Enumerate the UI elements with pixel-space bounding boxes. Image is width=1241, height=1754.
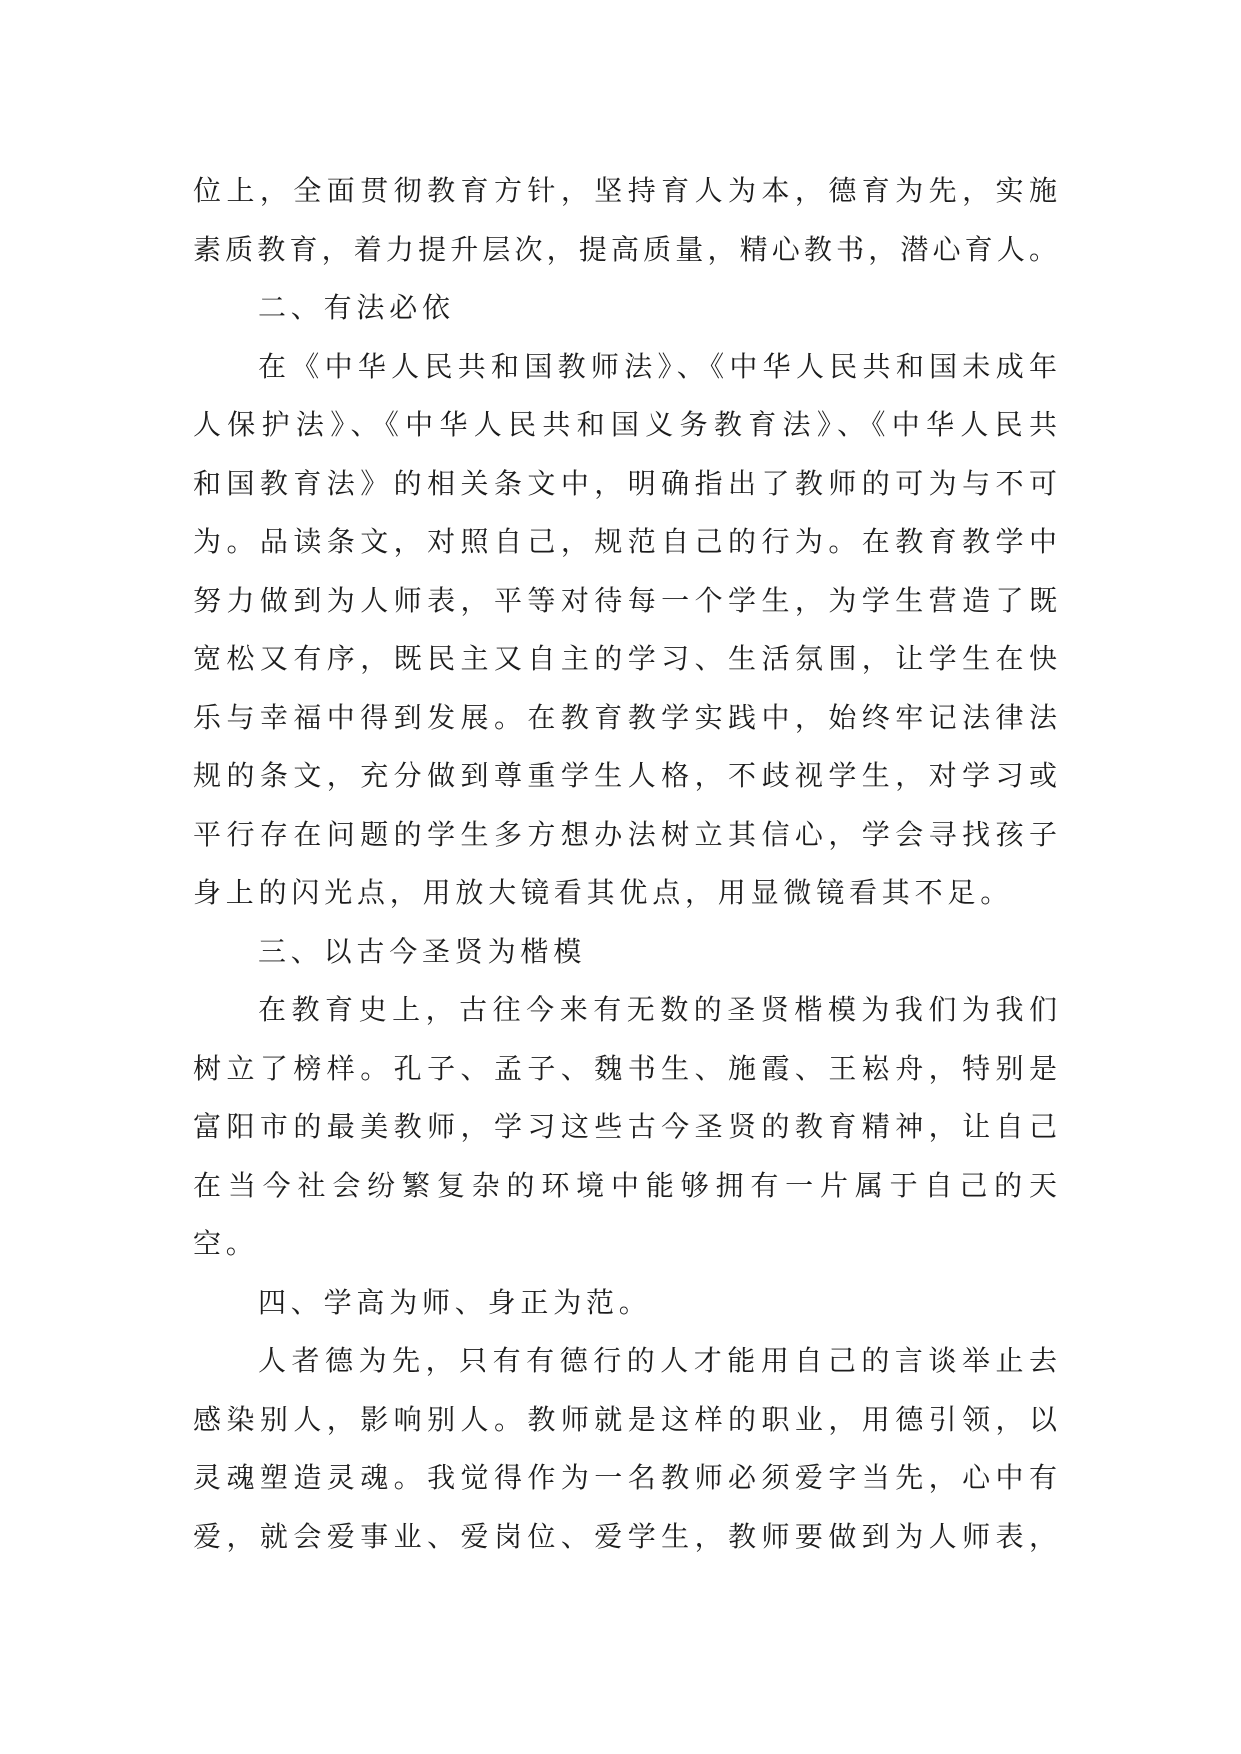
text-line: 树立了榜样。孔子、孟子、魏书生、施霞、王崧舟，特别是 bbox=[193, 1051, 1057, 1085]
paragraph bbox=[193, 981, 1057, 1274]
text-line: 灵魂塑造灵魂。我觉得作为一名教师必须爱字当先，心中有 bbox=[193, 1461, 1057, 1494]
text-line: 位上，全面贯彻教育方针，坚持育人为本，德育为先，实施 bbox=[193, 174, 1057, 207]
text-line: 努力做到为人师表，平等对待每一个学生，为学生营造了既 bbox=[193, 583, 1057, 617]
heading-text: 四、学高为师、身正为范。 bbox=[258, 1285, 652, 1319]
heading-text: 三、以古今圣贤为楷模 bbox=[258, 934, 587, 968]
text-line: 在教育史上，古往今来有无数的圣贤楷模为我们为我们 bbox=[258, 993, 1057, 1026]
heading-text: 二、有法必依 bbox=[258, 291, 455, 324]
text-line: 为。品读条文，对照自己，规范自己的行为。在教育教学中 bbox=[193, 525, 1057, 558]
paragraph bbox=[193, 338, 1057, 923]
text-line: 爱，就会爱事业、爱岗位、爱学生，教师要做到为人师表， bbox=[193, 1519, 1057, 1553]
text-line: 人保护法》、《中华人民共和国义务教育法》、《中华人民共 bbox=[193, 408, 1057, 441]
paragraph bbox=[193, 162, 1057, 279]
text-line: 富阳市的最美教师，学习这些古今圣贤的教育精神，让自己 bbox=[193, 1110, 1057, 1143]
document-body bbox=[193, 162, 1057, 1566]
section-heading bbox=[193, 1274, 1057, 1333]
text-line: 人者德为先，只有有德行的人才能用自己的言谈举止去 bbox=[258, 1344, 1057, 1377]
text-line: 平行存在问题的学生多方想办法树立其信心，学会寻找孩子 bbox=[193, 817, 1057, 851]
text-line: 素质教育，着力提升层次，提高质量，精心教书，潜心育人。 bbox=[193, 232, 1057, 266]
text-line: 宽松又有序，既民主又自主的学习、生活氛围，让学生在快 bbox=[193, 642, 1057, 675]
text-line: 在《中华人民共和国教师法》、《中华人民共和国未成年 bbox=[258, 349, 1057, 383]
text-line: 规的条文，充分做到尊重学生人格，不歧视学生，对学习或 bbox=[193, 759, 1057, 792]
paragraph bbox=[193, 1332, 1057, 1566]
text-line: 在当今社会纷繁复杂的环境中能够拥有一片属于自己的天 bbox=[193, 1168, 1057, 1202]
text-line: 和国教育法》的相关条文中，明确指出了教师的可为与不可 bbox=[193, 466, 1057, 500]
section-heading bbox=[193, 923, 1057, 982]
text-line: 身上的闪光点，用放大镜看其优点，用显微镜看其不足。 bbox=[193, 876, 1014, 909]
text-line: 空。 bbox=[193, 1227, 259, 1260]
text-line: 乐与幸福中得到发展。在教育教学实践中，始终牢记法律法 bbox=[193, 700, 1057, 734]
text-line: 感染别人，影响别人。教师就是这样的职业，用德引领，以 bbox=[193, 1402, 1057, 1436]
section-heading bbox=[193, 279, 1057, 338]
